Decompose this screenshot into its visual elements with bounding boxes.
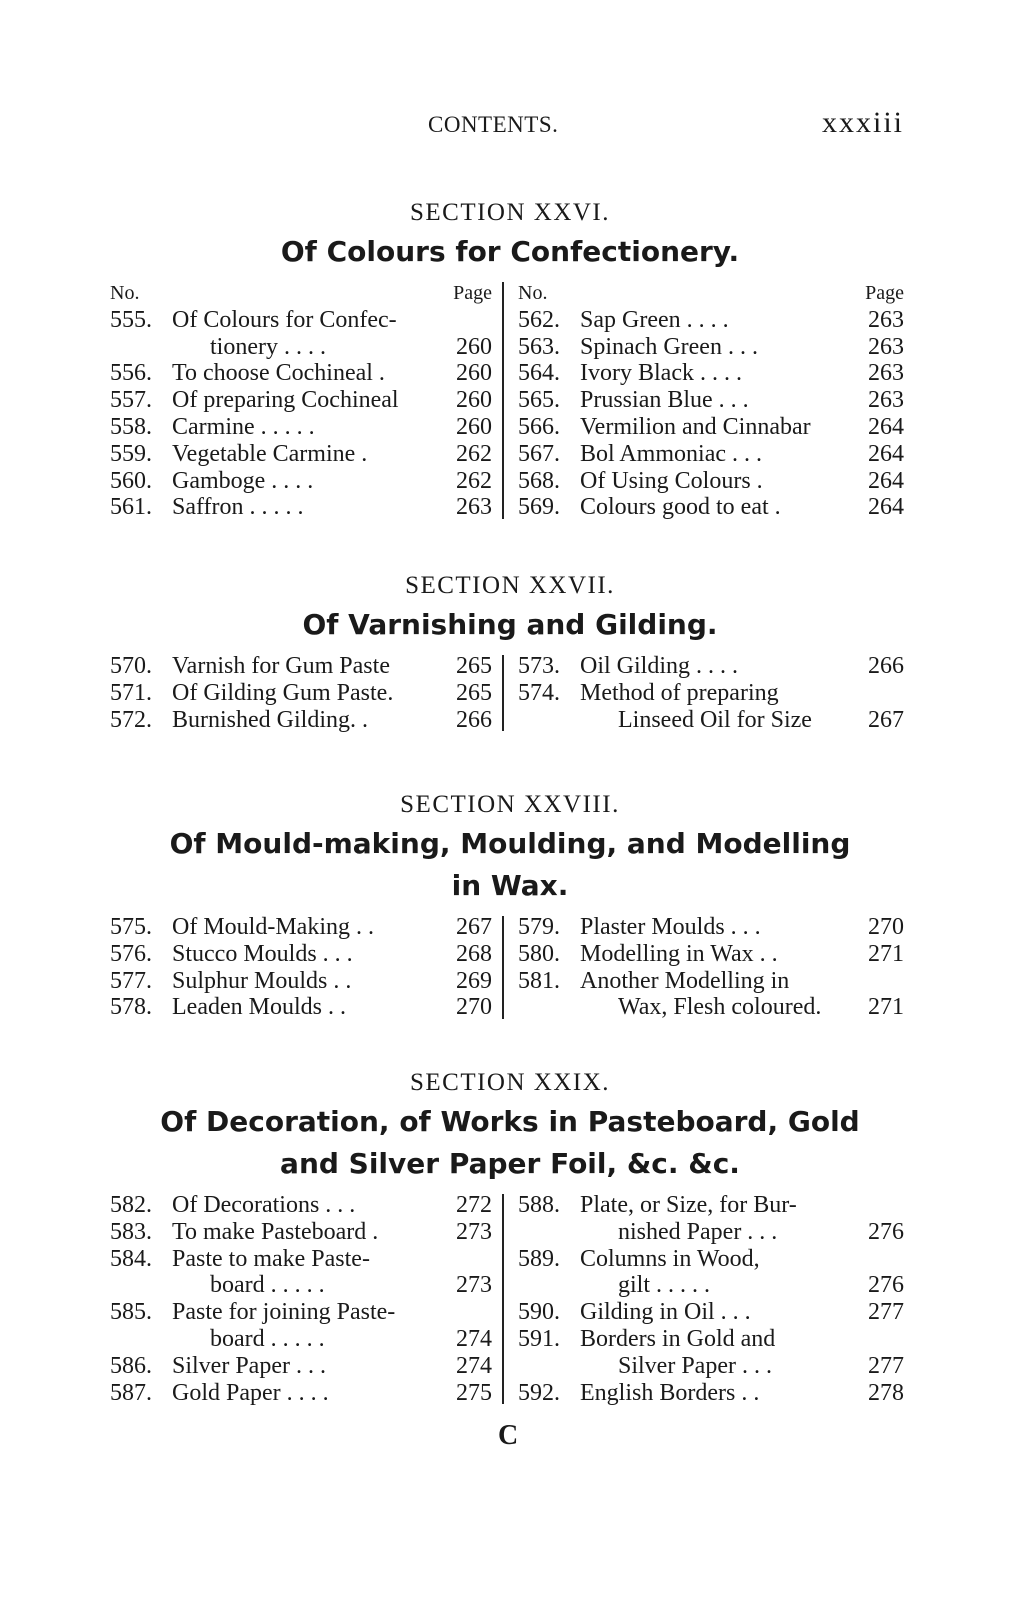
entry-page: 263: [456, 494, 492, 521]
contents-entry: [518, 441, 904, 468]
page-number: xxxiii: [822, 106, 905, 139]
entry-number: 583.: [110, 1218, 152, 1245]
entry-number: 584.: [110, 1245, 152, 1272]
entry-number: 579.: [518, 914, 560, 940]
entry-number: 556.: [110, 360, 152, 387]
contents-entry: [110, 941, 492, 968]
entry-title: Stucco Moulds . . .: [172, 940, 353, 967]
entry-page: 266: [868, 653, 904, 679]
section-title: and Silver Paper Foil, &c. &c.: [280, 1147, 740, 1180]
column-header-page: Page: [453, 282, 492, 304]
contents-entry: [518, 360, 904, 387]
entry-title: Silver Paper . . .: [618, 1352, 772, 1379]
section-xxviii: [110, 790, 910, 1021]
contents-entry: [110, 1219, 492, 1246]
entry-page: 267: [456, 914, 492, 940]
entry-number: 580.: [518, 940, 560, 967]
contents-table: [110, 1192, 910, 1406]
contents-entry: [518, 1299, 904, 1326]
contents-entry: [110, 494, 492, 521]
entry-page: 263: [868, 306, 904, 333]
entry-title: Ivory Black . . . .: [580, 360, 742, 387]
entry-page: 267: [868, 706, 904, 733]
entry-title: Linseed Oil for Size: [618, 706, 812, 733]
contents-entry: [518, 1272, 904, 1299]
entry-title: Paste for joining Paste-: [172, 1299, 396, 1326]
entry-page: 278: [868, 1379, 904, 1406]
entry-page: 276: [868, 1272, 904, 1299]
left-column: [110, 1192, 492, 1406]
entry-number: 566.: [518, 413, 560, 440]
contents-entry: [518, 941, 904, 968]
contents-entry: [518, 680, 904, 707]
entry-page: 270: [868, 914, 904, 940]
entry-title: Another Modelling in: [580, 967, 790, 994]
contents-entry: [110, 914, 492, 941]
entry-page: 264: [868, 440, 904, 467]
entry-title: Of Mould-Making . .: [172, 914, 374, 940]
entry-page: 273: [456, 1272, 492, 1299]
contents-entry: [110, 1272, 492, 1299]
entry-number: 555.: [110, 306, 152, 333]
entry-title: Spinach Green . . .: [580, 333, 758, 360]
entry-number: 573.: [518, 653, 560, 679]
contents-entry: [110, 334, 492, 361]
entry-title: Saffron . . . . .: [172, 494, 304, 521]
entry-number: 581.: [518, 967, 560, 994]
contents-entry: [110, 387, 492, 414]
running-header: [0, 106, 1035, 146]
entry-page: 262: [456, 440, 492, 467]
entry-page: 260: [456, 387, 492, 414]
entry-number: 571.: [110, 679, 152, 706]
contents-entry: [518, 994, 904, 1021]
contents-entry: [518, 1192, 904, 1219]
entry-title: Gamboge . . . .: [172, 467, 314, 494]
entry-number: 574.: [518, 679, 560, 706]
contents-entry: [110, 968, 492, 995]
contents-entry: [518, 387, 904, 414]
entry-title: board . . . . .: [210, 1325, 325, 1352]
entry-number: 565.: [518, 387, 560, 414]
section-label: SECTION XXIX.: [409, 1069, 611, 1096]
entry-number: 570.: [110, 653, 152, 679]
entry-title: Plate, or Size, for Bur-: [580, 1192, 797, 1218]
contents-entry: [110, 414, 492, 441]
contents-entry: [110, 307, 492, 334]
signature-mark: C: [498, 1420, 519, 1451]
entry-title: Gilding in Oil . . .: [580, 1299, 751, 1326]
entry-page: 265: [456, 679, 492, 706]
entry-page: 260: [456, 360, 492, 387]
contents-entry: [110, 1246, 492, 1273]
contents-entry: [110, 1299, 492, 1326]
entry-title: Gold Paper . . . .: [172, 1379, 329, 1406]
entry-number: 569.: [518, 494, 560, 521]
entry-page: 269: [456, 967, 492, 994]
section-xxvii: [110, 571, 910, 733]
entry-title: Of Using Colours .: [580, 467, 763, 494]
contents-entry: [110, 1380, 492, 1407]
section-title: Of Colours for Confectionery.: [280, 235, 740, 268]
entry-number: 578.: [110, 994, 152, 1021]
entry-page: 260: [456, 333, 492, 360]
running-title: CONTENTS.: [428, 112, 559, 137]
column-divider: [502, 1194, 504, 1404]
entry-page: 263: [868, 387, 904, 414]
contents-entry: [518, 968, 904, 995]
contents-table: [110, 280, 910, 521]
entry-title: Colours good to eat .: [580, 494, 781, 521]
entry-title: Carmine . . . . .: [172, 413, 315, 440]
entry-title: Of Gilding Gum Paste.: [172, 679, 394, 706]
contents-table: [110, 653, 910, 733]
right-column: [518, 914, 904, 1021]
entry-title: board . . . . .: [210, 1272, 325, 1299]
entry-title: Paste to make Paste-: [172, 1245, 370, 1272]
contents-entry: [518, 1326, 904, 1353]
entry-number: 559.: [110, 440, 152, 467]
entry-page: 270: [456, 994, 492, 1021]
entry-title: Plaster Moulds . . .: [580, 914, 761, 940]
column-header-no: No.: [518, 282, 548, 304]
entry-page: 277: [868, 1299, 904, 1326]
entry-page: 264: [868, 494, 904, 521]
contents-entry: [110, 707, 492, 734]
contents-entry: [518, 1353, 904, 1380]
entry-page: 275: [456, 1379, 492, 1406]
contents-entry: [518, 1380, 904, 1407]
contents-entry: [518, 1246, 904, 1273]
entry-title: gilt . . . . .: [618, 1272, 711, 1299]
section-label: SECTION XXVIII.: [400, 791, 620, 818]
entry-number: 575.: [110, 914, 152, 940]
column-divider: [502, 282, 504, 519]
column-divider: [502, 916, 504, 1019]
contents-table: [110, 914, 910, 1021]
contents-entry: [110, 680, 492, 707]
contents-entry: [518, 494, 904, 521]
contents-entry: [110, 1192, 492, 1219]
entry-title: nished Paper . . .: [618, 1218, 778, 1245]
entry-page: 277: [868, 1352, 904, 1379]
entry-number: 557.: [110, 387, 152, 414]
column-divider: [502, 655, 504, 731]
entry-number: 560.: [110, 467, 152, 494]
contents-entry: [110, 468, 492, 495]
contents-entry: [518, 707, 904, 734]
right-column: [518, 280, 904, 521]
entry-title: Of preparing Cochineal: [172, 387, 399, 414]
entry-title: Sap Green . . . .: [580, 306, 729, 333]
entry-title: Method of preparing: [580, 679, 779, 706]
column-header-row: [518, 280, 904, 307]
entry-number: 567.: [518, 440, 560, 467]
entry-page: 262: [456, 467, 492, 494]
entry-number: 558.: [110, 413, 152, 440]
entry-page: 266: [456, 706, 492, 733]
entry-number: 562.: [518, 306, 560, 333]
contents-entry: [518, 334, 904, 361]
entry-page: 263: [868, 333, 904, 360]
contents-entry: [110, 653, 492, 680]
entry-number: 564.: [518, 360, 560, 387]
entry-number: 591.: [518, 1325, 560, 1352]
contents-entry: [110, 1326, 492, 1353]
contents-entry: [110, 994, 492, 1021]
entry-page: 276: [868, 1218, 904, 1245]
contents-entry: [518, 653, 904, 680]
entry-page: 272: [456, 1192, 492, 1218]
contents-entry: [110, 1353, 492, 1380]
section-title: in Wax.: [451, 869, 569, 902]
entry-number: 568.: [518, 467, 560, 494]
section-label: SECTION XXVII.: [405, 572, 615, 599]
section-label: SECTION XXVI.: [409, 199, 611, 226]
section-title: Of Varnishing and Gilding.: [302, 608, 718, 641]
entry-title: Modelling in Wax . .: [580, 940, 778, 967]
entry-title: Vermilion and Cinnabar: [580, 413, 811, 440]
entry-page: 263: [868, 360, 904, 387]
contents-entry: [518, 414, 904, 441]
entry-title: Wax, Flesh coloured.: [618, 994, 822, 1021]
entry-title: Leaden Moulds . .: [172, 994, 346, 1021]
entry-page: 274: [456, 1325, 492, 1352]
entry-title: Burnished Gilding. .: [172, 706, 368, 733]
entry-title: Silver Paper . . .: [172, 1352, 326, 1379]
entry-number: 577.: [110, 967, 152, 994]
contents-entry: [110, 441, 492, 468]
column-header-page: Page: [865, 282, 904, 304]
entry-number: 585.: [110, 1299, 152, 1326]
entry-number: 589.: [518, 1245, 560, 1272]
entry-title: Of Decorations . . .: [172, 1192, 356, 1218]
entry-title: Sulphur Moulds . .: [172, 967, 352, 994]
right-column: [518, 653, 904, 733]
entry-page: 271: [868, 994, 904, 1021]
section-xxvi: [110, 198, 910, 521]
entry-page: 265: [456, 653, 492, 679]
entry-number: 590.: [518, 1299, 560, 1326]
entry-title: Oil Gilding . . . .: [580, 653, 739, 679]
left-column: [110, 653, 492, 733]
column-header-row: [110, 280, 492, 307]
entry-number: 588.: [518, 1192, 560, 1218]
entry-number: 563.: [518, 333, 560, 360]
entry-title: Bol Ammoniac . . .: [580, 440, 762, 467]
entry-page: 274: [456, 1352, 492, 1379]
entry-title: Of Colours for Confec-: [172, 306, 397, 333]
entry-page: 264: [868, 467, 904, 494]
entry-title: To make Pasteboard .: [172, 1218, 379, 1245]
entry-title: English Borders . .: [580, 1379, 760, 1406]
entry-page: 260: [456, 413, 492, 440]
contents-entry: [518, 307, 904, 334]
entry-number: 576.: [110, 940, 152, 967]
entry-title: Prussian Blue . . .: [580, 387, 749, 414]
entry-title: Columns in Wood,: [580, 1245, 760, 1272]
section-xxix: [110, 1068, 910, 1406]
column-header-no: No.: [110, 282, 140, 304]
entry-title: Varnish for Gum Paste: [172, 653, 390, 679]
left-column: [110, 914, 492, 1021]
entry-number: 592.: [518, 1379, 560, 1406]
left-column: [110, 280, 492, 521]
contents-entry: [518, 914, 904, 941]
entry-number: 561.: [110, 494, 152, 521]
contents-entry: [518, 1219, 904, 1246]
section-title: Of Decoration, of Works in Pasteboard, Gold: [160, 1105, 860, 1138]
entry-title: Borders in Gold and: [580, 1325, 776, 1352]
entry-title: Vegetable Carmine .: [172, 440, 368, 467]
right-column: [518, 1192, 904, 1406]
entry-page: 271: [868, 940, 904, 967]
contents-entry: [518, 468, 904, 495]
contents-entry: [110, 360, 492, 387]
entry-number: 572.: [110, 706, 152, 733]
section-title: Of Mould-making, Moulding, and Modelling: [169, 827, 851, 860]
entry-page: 264: [868, 413, 904, 440]
entry-page: 273: [456, 1218, 492, 1245]
entry-title: To choose Cochineal .: [172, 360, 385, 387]
entry-number: 582.: [110, 1192, 152, 1218]
entry-title: tionery . . . .: [210, 333, 326, 360]
entry-page: 268: [456, 940, 492, 967]
entry-number: 587.: [110, 1379, 152, 1406]
entry-number: 586.: [110, 1352, 152, 1379]
